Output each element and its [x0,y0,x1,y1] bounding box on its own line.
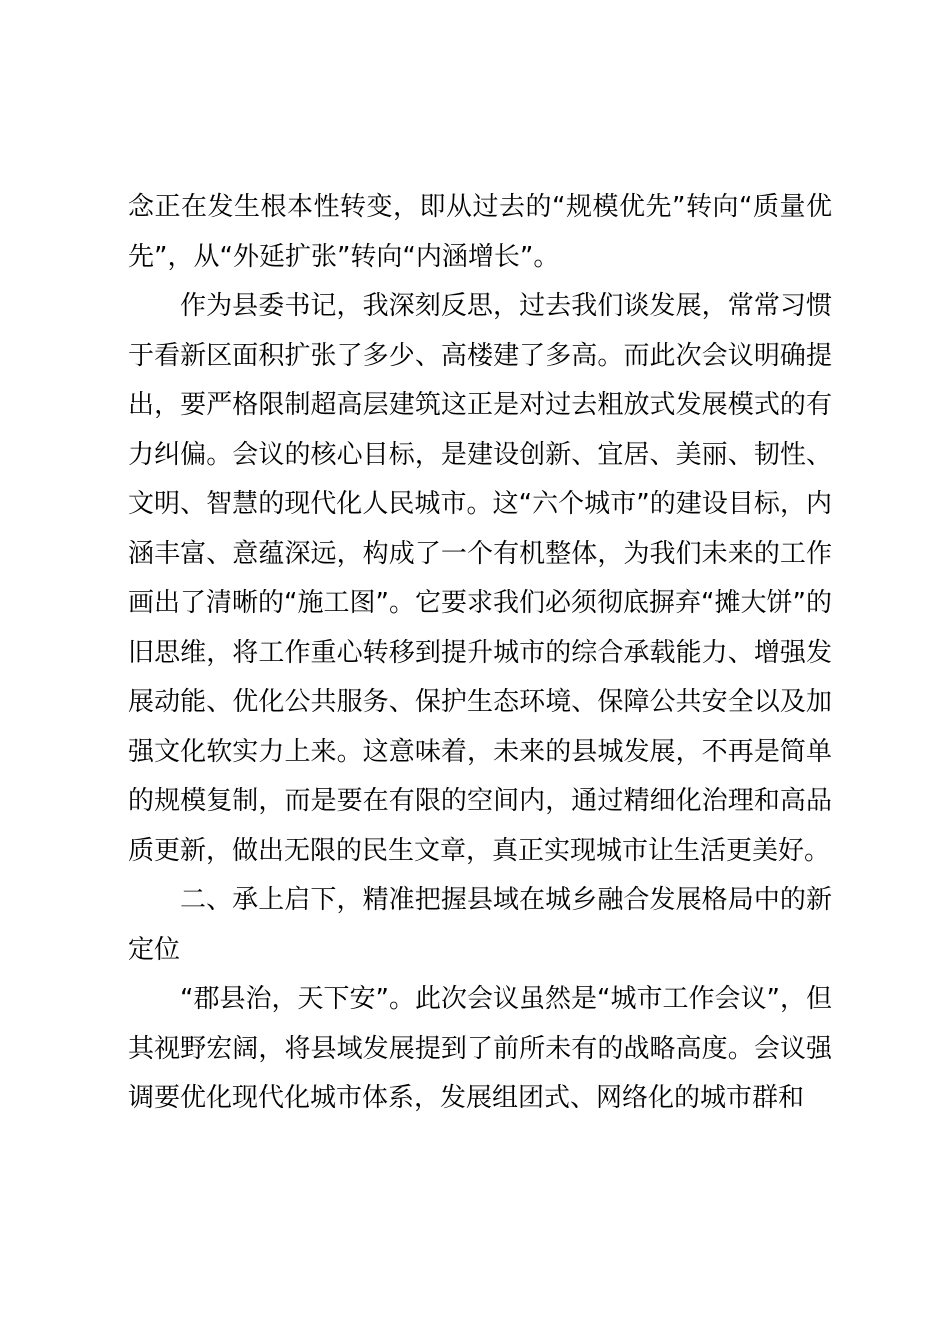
section-heading: 二、承上启下，精准把握县域在城乡融合发展格局中的新定位 [128,885,832,965]
document-body [128,183,832,1124]
paragraph-reflection: 作为县委书记，我深刻反思，过去我们谈发展，常常习惯于看新区面积扩张了多少、高楼建了多高。而此次会议明确提出，要严格限制超高层建筑这正是对过去粗放式发展模式的有力纠偏。会议的核心目标，是建设创新、宜居、美丽、韧性、文明、智慧的现代化人民城市。这“六个城市”的建设目标，内涵丰富、意蕴深远，构成了一个有机整体，为我们未来的工作画出了清晰的“施工图”。它要求我们必须彻底摒弃“摊大饼”的旧思维，将工作重心转移到提升城市的综合承载能力、增强发展动能、优化公共服务、保护生态环境、保障公共安全以及加强文化软实力上来。这意味着，未来的县城发展，不再是简单的规模复制，而是要在有限的空间内，通过精细化治理和高品质更新，做出无限的民生文章，真正实现城市让生活更美好。 [128,291,832,866]
paragraph-continuation: 念正在发生根本性转变，即从过去的“规模优先”转向“质量优先”，从“外延扩张”转向“内涵增长”。 [128,192,832,272]
paragraph-section-two-body: “郡县治，天下安”。此次会议虽然是“城市工作会议”，但其视野宏阔，将县域发展提到了前所未有的战略高度。会议强调要优化现代化城市体系，发展组团式、网络化的城市群和 [128,984,832,1113]
